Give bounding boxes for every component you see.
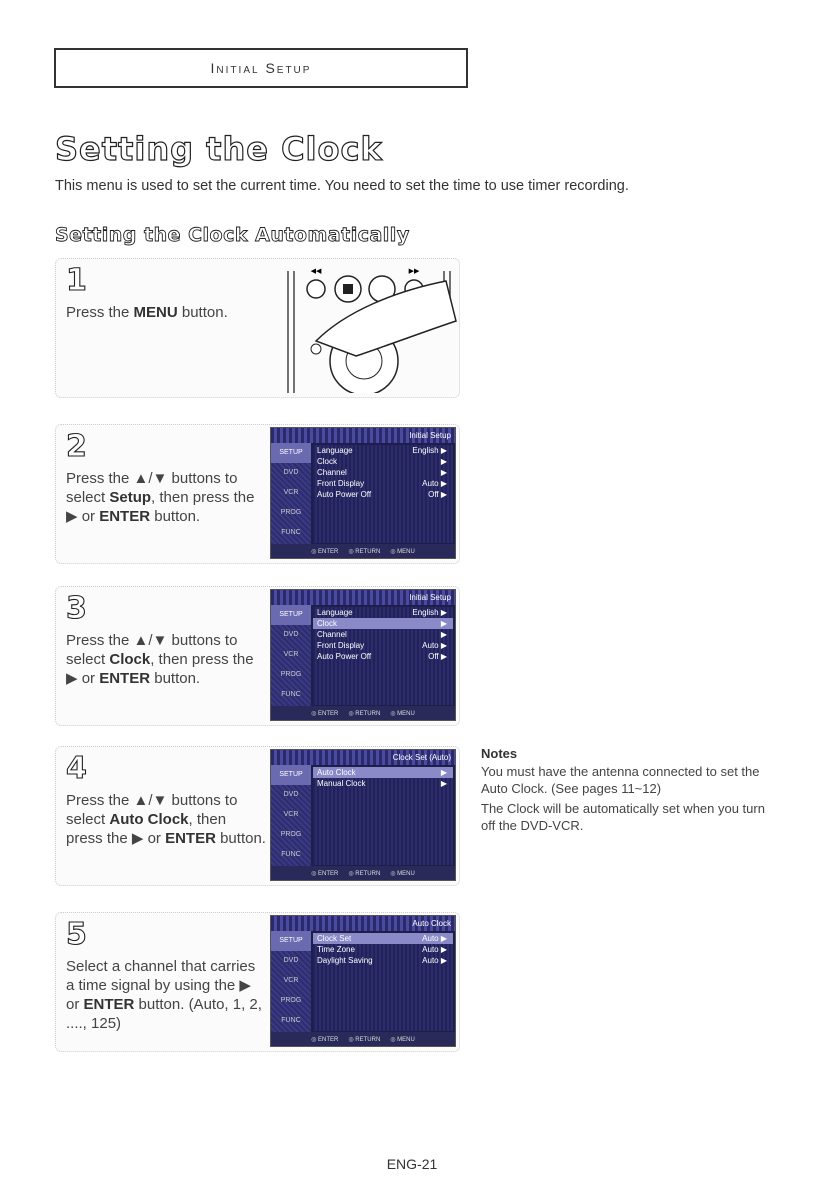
osd-hint: ◎ RETURN (348, 1036, 381, 1043)
osd-sidebar (271, 605, 311, 706)
osd-hint: ◎ ENTER (311, 870, 339, 877)
osd-menu-row (313, 607, 453, 618)
page-number: ENG-21 (386, 1156, 438, 1172)
section-label: Initial Setup (210, 60, 312, 76)
osd-row-label: Front Display (317, 641, 365, 650)
section-header (54, 48, 468, 88)
osd-hint: ◎ ENTER (311, 710, 339, 717)
osd-row-value: English ▶ (412, 446, 447, 455)
svg-text:▶▶: ▶▶ (408, 267, 420, 275)
osd-row-value: Auto ▶ (422, 945, 447, 954)
step-emphasis: ENTER (165, 830, 216, 847)
osd-side-item: PROG (280, 997, 302, 1004)
notes-heading: Notes (481, 746, 518, 761)
osd-side-item: PROG (280, 509, 302, 516)
osd-sidebar (271, 765, 311, 866)
osd-side-item: FUNC (281, 529, 301, 536)
osd-row-label: Auto Clock (317, 768, 356, 777)
osd-row-value: Off ▶ (428, 490, 447, 499)
osd-sidebar (271, 443, 311, 544)
osd-side-item: DVD (283, 957, 299, 964)
osd-bottom-bar (271, 544, 455, 558)
osd-row-label: Time Zone (317, 945, 355, 954)
note-item: The Clock will be automatically set when you turn off the DVD-VCR. (481, 801, 765, 833)
step-2 (55, 424, 460, 564)
step-fragment: button. (150, 508, 201, 525)
osd-menu (313, 767, 453, 865)
step-4 (55, 746, 460, 886)
osd-hint: ◎ RETURN (348, 548, 381, 555)
osd-hint: ◎ RETURN (348, 870, 381, 877)
section-subtitle: Setting the Clock Automatically (55, 224, 410, 246)
osd-side-item: PROG (280, 671, 302, 678)
osd-row-label: Clock (317, 619, 338, 628)
osd-menu-row (313, 767, 453, 778)
page-title: Setting the Clock (55, 130, 383, 168)
osd-menu-row (313, 489, 453, 500)
osd-side-item: FUNC (281, 691, 301, 698)
osd-side-item: PROG (280, 831, 302, 838)
osd-row-label: Daylight Saving (317, 956, 373, 965)
step-text (66, 957, 266, 1033)
notes-box (481, 746, 781, 837)
osd-menu-row (313, 456, 453, 467)
step-fragment: button. (177, 304, 228, 321)
step-fragment: Select a channel that carries a time signal by using the ▶ or (66, 958, 256, 1013)
osd-side-item: FUNC (281, 851, 301, 858)
step-fragment: Press the ▲/▼ buttons to select (66, 470, 238, 506)
osd-menu-row (313, 640, 453, 651)
step-text (66, 303, 266, 322)
osd-title-bar: Initial Setup (271, 428, 455, 443)
osd-screen (270, 749, 456, 881)
step-5 (55, 912, 460, 1052)
osd-row-label: Manual Clock (317, 779, 366, 788)
osd-hint: ◎ MENU (390, 1036, 415, 1043)
step-number: 5 (66, 917, 87, 952)
step-text (66, 791, 266, 848)
osd-menu (313, 445, 453, 543)
osd-hint: ◎ RETURN (348, 710, 381, 717)
step-number: 4 (66, 751, 87, 786)
osd-menu-row (313, 933, 453, 944)
osd-row-label: Channel (317, 630, 347, 639)
osd-row-label: Auto Power Off (317, 652, 372, 661)
step-3 (55, 586, 460, 726)
osd-menu-row (313, 944, 453, 955)
osd-bottom-bar (271, 866, 455, 880)
osd-sidebar (271, 931, 311, 1032)
osd-row-label: Auto Power Off (317, 490, 372, 499)
osd-hint: ◎ ENTER (311, 1036, 339, 1043)
osd-side-item: DVD (283, 469, 299, 476)
step-emphasis: ENTER (83, 996, 135, 1013)
osd-side-item: VCR (283, 977, 299, 984)
osd-menu-row (313, 629, 453, 640)
intro-text: This menu is used to set the current time. You need to set the time to use timer recording. (55, 178, 629, 194)
step-1 (55, 258, 460, 398)
osd-side-item: VCR (283, 489, 299, 496)
osd-screen (270, 427, 456, 559)
osd-row-label: Clock (317, 457, 338, 466)
osd-menu (313, 933, 453, 1031)
osd-row-value: English ▶ (412, 608, 447, 617)
osd-row-label: Language (317, 446, 353, 455)
osd-row-label: Language (317, 608, 353, 617)
osd-title-bar: Initial Setup (271, 590, 455, 605)
osd-row-value: Auto ▶ (422, 934, 447, 943)
osd-screen (270, 589, 456, 721)
osd-bottom-bar (271, 706, 455, 720)
step-text (66, 469, 266, 526)
osd-row-value: Auto ▶ (422, 641, 447, 650)
osd-menu-row (313, 651, 453, 662)
osd-side-item: DVD (283, 791, 299, 798)
osd-menu-row (313, 618, 453, 629)
note-item: You must have the antenna connected to set the Auto Clock. (See pages 11~12) (481, 764, 760, 796)
step-emphasis: MENU (133, 304, 178, 321)
osd-hint: ◎ MENU (390, 710, 415, 717)
osd-row-value: ▶ (440, 619, 447, 628)
step-number: 1 (66, 263, 87, 298)
osd-side-item: FUNC (281, 1017, 301, 1024)
osd-row-value: Auto ▶ (422, 956, 447, 965)
osd-side-item: DVD (283, 631, 299, 638)
osd-menu-row (313, 778, 453, 789)
osd-side-item: VCR (283, 651, 299, 658)
osd-row-value: ▶ (440, 630, 447, 639)
osd-side-item: SETUP (271, 931, 311, 951)
remote-control-illustration (286, 261, 458, 393)
osd-bottom-bar (271, 1032, 455, 1046)
osd-hint: ◎ ENTER (311, 548, 339, 555)
osd-menu-row (313, 467, 453, 478)
osd-row-value: ▶ (440, 457, 447, 466)
step-fragment: , then press the ▶ or (66, 651, 254, 687)
step-fragment: Press the ▲/▼ buttons to select (66, 632, 238, 668)
osd-side-item: SETUP (271, 443, 311, 463)
osd-row-label: Clock Set (317, 934, 352, 943)
step-number: 3 (66, 591, 87, 626)
osd-side-item: VCR (283, 811, 299, 818)
step-fragment: button. (215, 830, 266, 847)
osd-menu-row (313, 478, 453, 489)
osd-menu (313, 607, 453, 705)
step-emphasis: Auto Clock (109, 811, 189, 828)
step-fragment: button. (Auto, 1, 2, ...., 125) (66, 996, 262, 1032)
step-fragment: Press the (66, 304, 134, 321)
svg-text:◀◀: ◀◀ (310, 267, 322, 275)
osd-screen (270, 915, 456, 1047)
step-fragment: , then press the ▶ or (66, 811, 227, 847)
osd-row-label: Channel (317, 468, 347, 477)
osd-title-bar: Auto Clock (271, 916, 455, 931)
osd-side-item: SETUP (271, 765, 311, 785)
osd-menu-row (313, 955, 453, 966)
step-number: 2 (66, 429, 87, 464)
step-emphasis: ENTER (99, 508, 151, 525)
step-fragment: button. (150, 670, 201, 687)
step-text (66, 631, 266, 688)
step-fragment: , then press the ▶ or (66, 489, 255, 525)
osd-menu-row (313, 445, 453, 456)
osd-title-bar: Clock Set (Auto) (271, 750, 455, 765)
step-emphasis: ENTER (99, 670, 151, 687)
osd-hint: ◎ MENU (390, 548, 415, 555)
osd-side-item: SETUP (271, 605, 311, 625)
osd-hint: ◎ MENU (390, 870, 415, 877)
osd-row-value: Off ▶ (428, 652, 447, 661)
osd-row-value: Auto ▶ (422, 479, 447, 488)
osd-row-value: ▶ (440, 768, 447, 777)
osd-row-value: ▶ (440, 468, 447, 477)
step-fragment: Press the ▲/▼ buttons to select (66, 792, 238, 828)
osd-row-label: Front Display (317, 479, 365, 488)
osd-row-value: ▶ (440, 779, 447, 788)
step-emphasis: Setup (109, 489, 152, 506)
step-emphasis: Clock (109, 651, 151, 668)
